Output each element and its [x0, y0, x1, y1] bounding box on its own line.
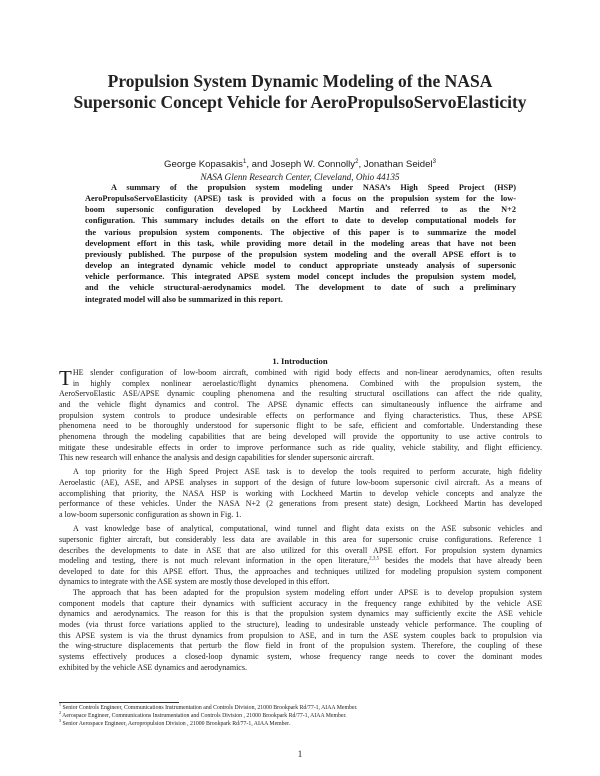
abstract-line: and the vehicle structural-aerodynamics model. The development to date of such a preliminary	[85, 283, 516, 293]
footnote-text: Senior Controls Engineer, Communications Instrumentation and Controls Division, 21000 Brookpark Rd/77-1, AIAA Member.	[61, 705, 358, 711]
abstract-line: previously published. The purpose of the propulsion system modeling and the overall APSE effort is to	[85, 249, 516, 259]
abstract-line: integrated model will also be summarized in this report.	[85, 294, 283, 304]
footnote-mark: 1	[59, 702, 61, 708]
body-line: exhibited by the vehicle ASE dynamics and aerodynamics.	[59, 662, 247, 672]
footnote	[59, 720, 542, 728]
section-heading: 1. Introduction	[272, 356, 328, 366]
abstract-line: A summary of the propulsion system modeling under NASA’s High Speed Project (HSP)	[111, 183, 516, 192]
body-line: describes the developments to date in ASE that are also utilized for this overall APSE effort. For propulsion system dynamics	[59, 545, 542, 555]
body-line: a low-boom supersonic configuration as shown in Fig. 1.	[59, 510, 242, 520]
citation-ref: 2,3,5	[369, 556, 380, 562]
page-number: 1	[297, 749, 303, 759]
body-line: modes (via thrust force variations applied to the structure), leading to undesirable unsteady vehicle performance. The coupling of	[59, 620, 542, 630]
footnote	[59, 712, 542, 720]
paragraph-4	[59, 588, 542, 673]
abstract-line: develop an integrated dynamic vehicle model to conduct appropriate unsteady analysis of supersonic	[85, 261, 516, 271]
abstract-line: the various propulsion system components. The objective of this paper is to summarize the model	[85, 227, 516, 237]
body-line: The approach that has been adapted for the propulsion system modeling effort under APSE is to develop propulsion system	[73, 588, 542, 598]
affiliation: NASA Glenn Research Center, Cleveland, Ohio 44135	[200, 172, 400, 182]
body-line: systems effectively produces a closed-loop dynamic system, whose frequency range needs to cover the dominant modes	[59, 652, 542, 662]
body-line: A vast knowledge base of analytical, computational, wind tunnel and flight data exists on the ASE subsonic vehicles and	[73, 524, 542, 534]
drop-cap: T	[59, 366, 72, 390]
body-line: This new research will enhance the analysis and design capabilities for slender supersonic aircraft.	[59, 453, 374, 463]
intro-body	[59, 368, 542, 673]
author-2: , and Joseph W. Connolly	[246, 159, 356, 170]
body-line: phenomena through the modeling capabilities that are being developed will provide the opportunity to use active controls to	[59, 431, 542, 441]
body-line: in highly complex nonlinear aeroelastic/flight dynamics phenomena. Combined with the propulsion system, the	[72, 378, 542, 388]
abstract-line: vehicle performance. This integrated APSE system model concept includes the propulsion system model,	[85, 272, 516, 282]
body-line: propulsion system controls to produce undesirable effects on performance and flying characteristics. Thus, these APSE	[59, 410, 542, 420]
body-line: HE slender configuration of low-boom aircraft, combined with rigid body effects and non-linear aerodynamics, often results	[72, 368, 542, 377]
author-3-mark: 3	[432, 158, 436, 165]
body-line: mitigate these undesirable effects in order to improve performance such as ride quality, vehicle stability, and flight efficiency.	[59, 442, 542, 452]
author-2-mark: 2	[355, 158, 359, 165]
body-line: A top priority for the High Speed Project ASE task is to develop the tools required to perform accurate, high fidelity	[73, 467, 542, 477]
author-list	[40, 159, 560, 171]
body-line: the wing-structure displacements that perturb the flow field in front of the propulsion system. Therefore, the coupling of these	[59, 641, 542, 651]
abstract-line: boom supersonic configuration developed by Lockheed Martin and referred to as the N+2	[85, 205, 516, 215]
body-line: this APSE system is via the thrust dynamics from propulsion to ASE, and in turn the ASE system couples back to propulsion via	[59, 630, 542, 640]
ref-text-b: besides the models that have already been	[379, 556, 543, 566]
body-line: developed to date for this APSE effort. Thus, the approaches and techniques utilized for modeling propulsion system component	[59, 566, 542, 576]
footnote-rule	[59, 702, 179, 703]
footnote-mark: 2	[59, 710, 61, 716]
body-line: supersonic fighter aircraft, but considerably less data are available in this area for supersonic cruise configurations. Reference 1	[59, 534, 542, 544]
paragraph-2	[59, 467, 542, 520]
body-line: dynamics to integrate with the ASE system are mostly those developed in this effort.	[59, 577, 330, 587]
abstract	[85, 182, 516, 305]
footnote-mark: 3	[59, 718, 61, 724]
body-line	[59, 556, 542, 567]
author-1: George Kopasakis	[164, 159, 243, 170]
body-line: dynamics and aerodynamics. The reason for this is that the propulsion system dynamics may sufficiently excite the ASE vehicle	[59, 609, 542, 619]
paragraph-1	[59, 368, 542, 464]
abstract-line: AeroPropulsoServoElasticity (APSE) task is provided with a focus on the propulsion system for the low-	[85, 194, 516, 204]
title-line-2: Supersonic Concept Vehicle for AeroPropulsoServoElasticity	[73, 92, 527, 112]
abstract-line: development effort in this task, while providing more detail in the modeling areas that have not been	[85, 238, 516, 248]
body-line: accomplishing that priority, the NASA HSP is working with Lockheed Martin to develop vehicle concepts and analyze the	[59, 488, 542, 498]
title-line-1: Propulsion System Dynamic Modeling of the NASA	[107, 71, 493, 91]
body-line: Aeroelastic (AE), ASE, and APSE analyses in support of the design of future low-boom supersonic civil aircraft. As a means of	[59, 478, 542, 488]
paragraph-3	[59, 524, 542, 588]
footnote-text: Senior Aerospace Engineer, Aeropropulsion Division , 21000 Brookpark Rd/77-1, AIAA Member.	[61, 721, 291, 728]
body-line: component models that capture their dynamics with sufficient accuracy in the frequency range exhibited by the vehicle ASE	[59, 598, 542, 608]
body-line: performance of these vehicles. Under the NASA N+2 (2 generations from present state) design, Lockheed Martin has developed	[59, 499, 542, 509]
abstract-line: configuration. This summary includes details on the effort to date to develop computational models for	[85, 216, 516, 226]
ref-text-a: modeling and testing, there is not much relevant information in the open literature,	[59, 556, 370, 566]
author-3: , Jonathan Seidel	[358, 159, 433, 170]
body-line: AeroServoElastic ASE/APSE dynamic coupling phenomena and the resulting structural oscillations can affect the ride quality,	[59, 389, 542, 399]
footnote	[59, 704, 542, 712]
body-line: and the vehicle flight dynamics and control. The APSE dynamic effects can simultaneously influence the airframe and	[59, 399, 542, 409]
paper-title	[40, 71, 560, 113]
footnotes	[59, 704, 542, 729]
author-1-mark: 1	[242, 158, 247, 165]
footnote-text: Aerospace Engineer, Communications Instrumentation and Controls Division , 21000 Brookpark Rd/77-1, AIAA Member.	[61, 713, 347, 720]
body-line: phenomena need to be thoroughly understood for supersonic flight to be safe, efficient and comfortable. Understanding these	[59, 421, 542, 431]
